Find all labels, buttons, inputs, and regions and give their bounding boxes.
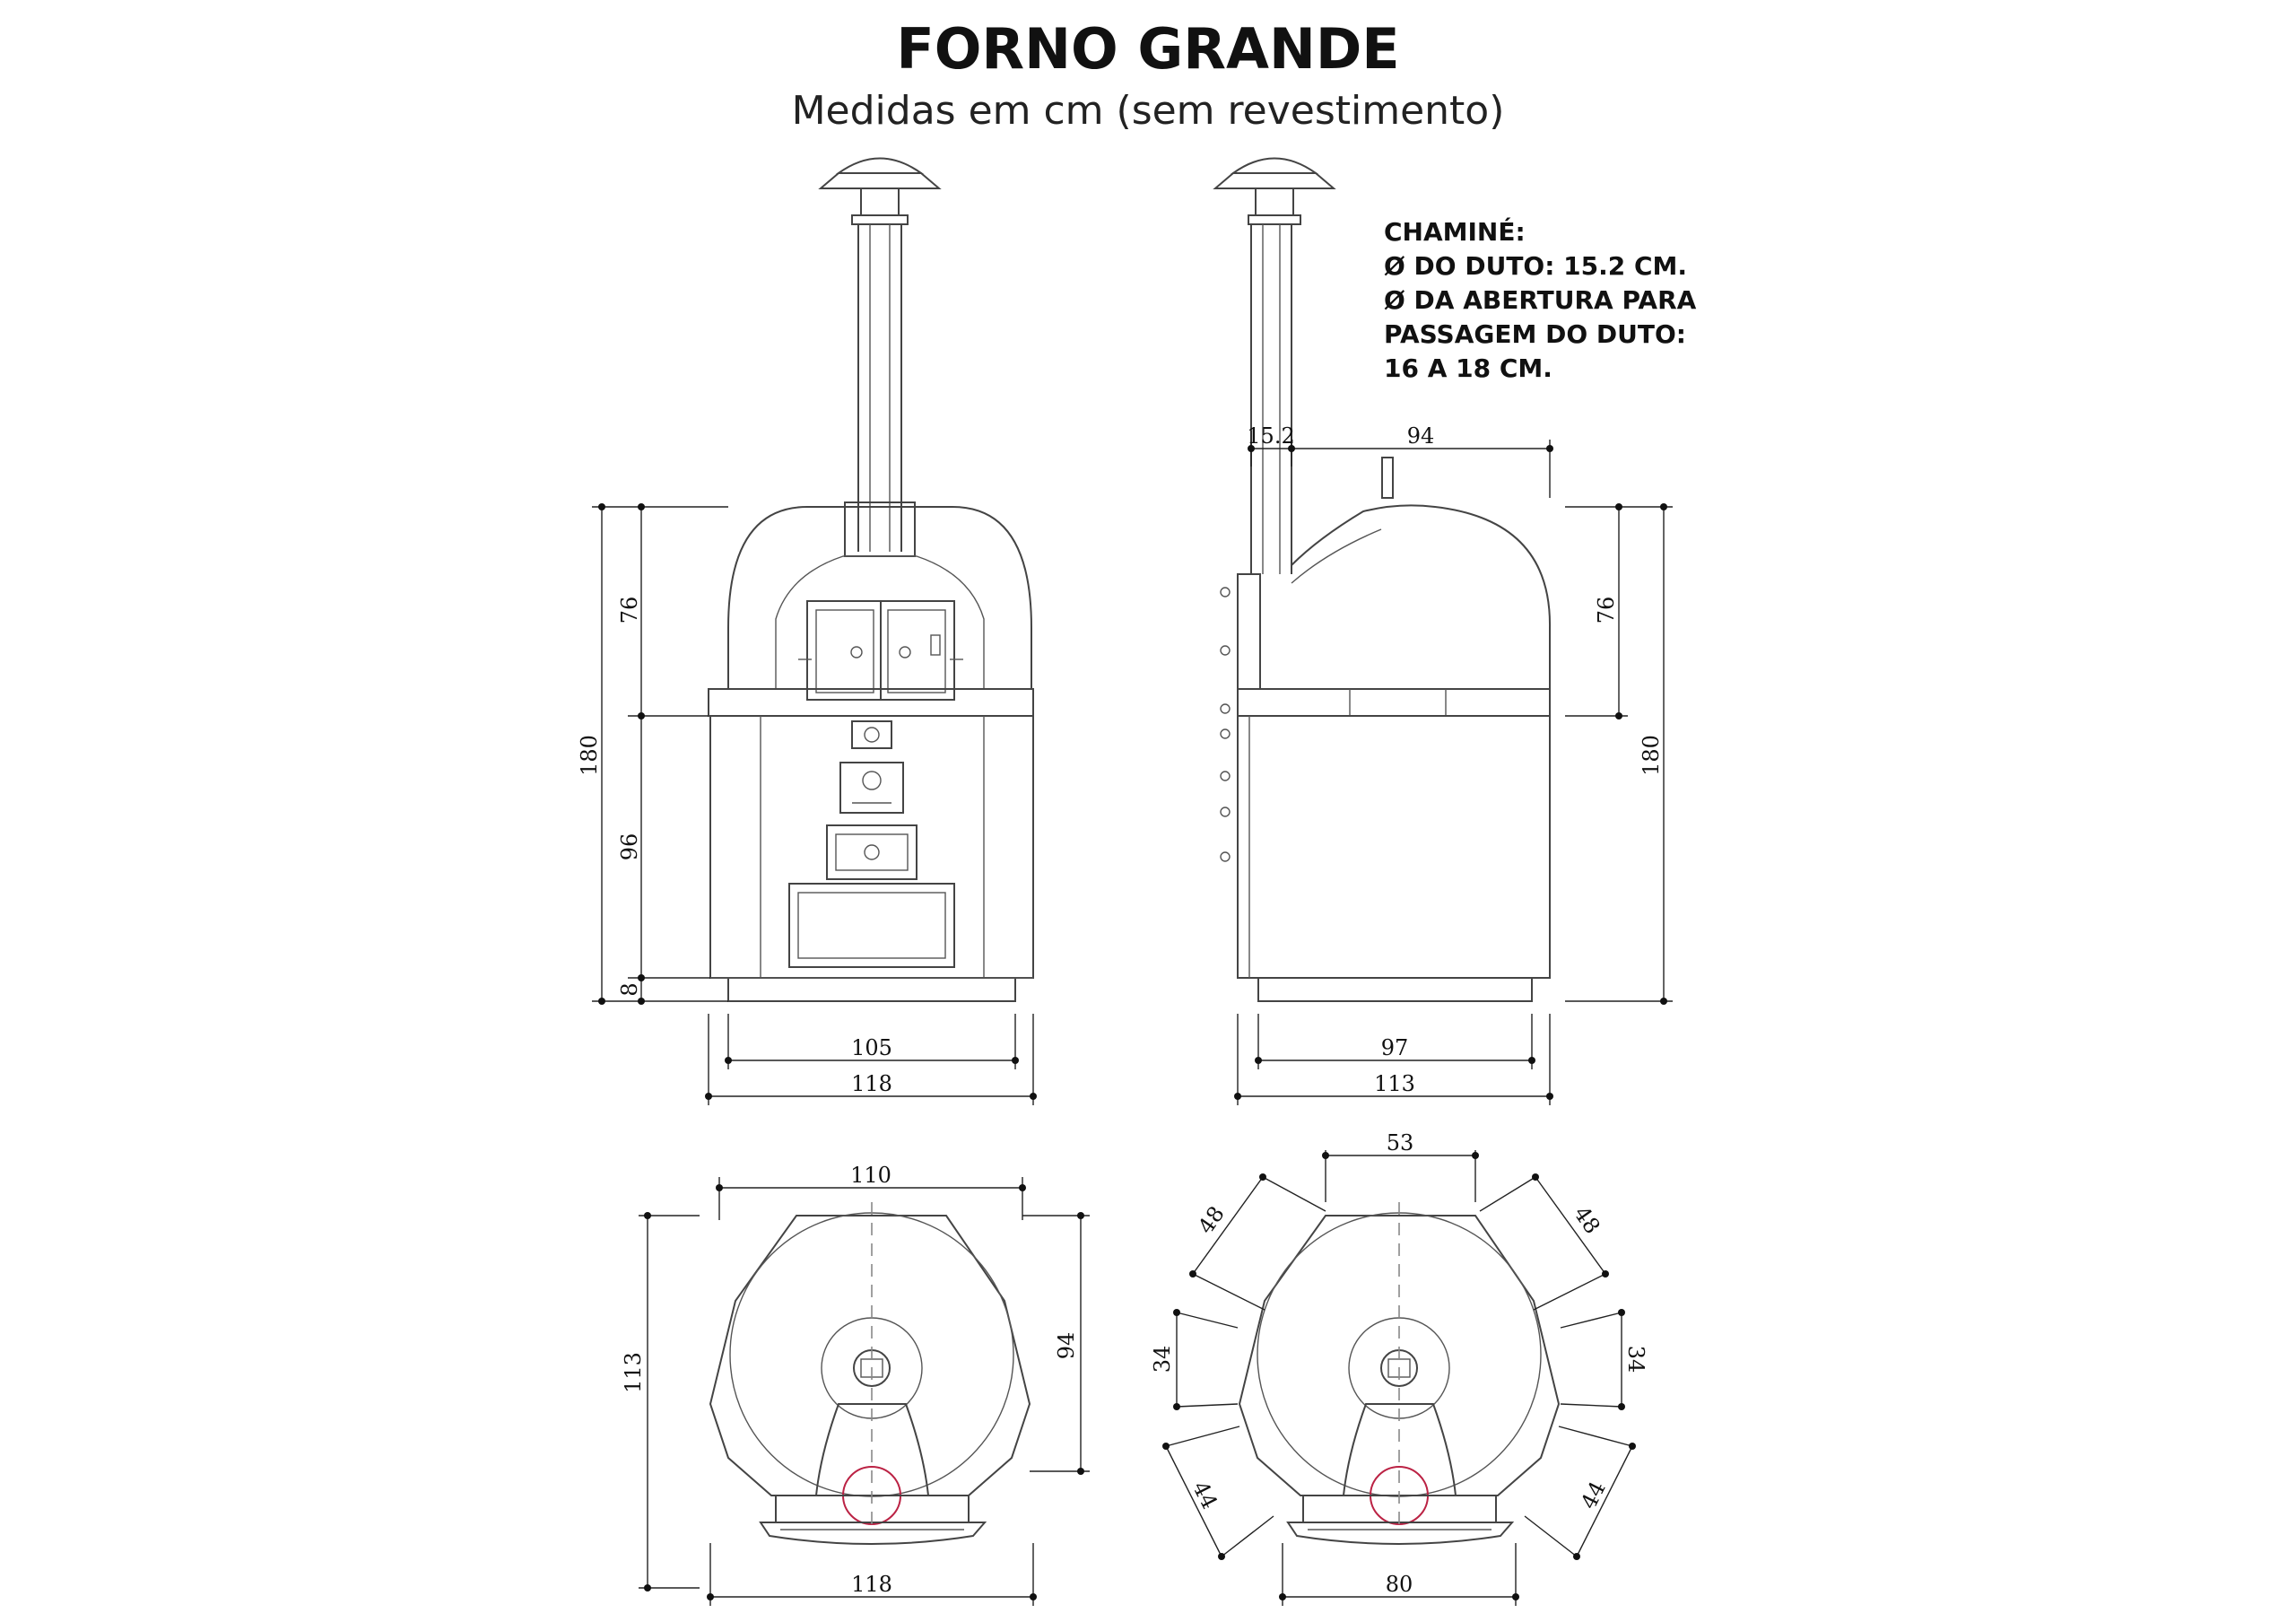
front-view (577, 159, 1037, 1106)
front-plinth (728, 978, 1015, 1001)
front-dim-plinth-width: 105 (851, 1035, 892, 1060)
top-right-dim-back-edge: 53 (1386, 1130, 1414, 1155)
front-oven-doors (798, 601, 963, 700)
front-dim-base-height: 96 (617, 833, 642, 861)
page-subtitle: Medidas em cm (sem revestimento) (791, 88, 1505, 134)
front-cabinet (710, 716, 1033, 978)
side-dome (1292, 505, 1550, 689)
chimney-note-line: PASSAGEM DO DUTO: (1384, 319, 1686, 349)
top-right-dim-mid-left: 34 (1150, 1345, 1175, 1373)
top-left-dim-bottom-width: 118 (851, 1572, 892, 1597)
chimney-note-line: 16 A 18 CM. (1384, 353, 1552, 383)
top-right-dim-upper-left: 48 (1193, 1201, 1230, 1239)
front-chimney (821, 159, 939, 557)
side-cabinet (1238, 716, 1550, 978)
side-dim-duct-diameter: 15.2 (1247, 423, 1295, 449)
top-view-right (1150, 1130, 1648, 1606)
side-plinth (1258, 978, 1532, 1001)
top-left-dim-side-depth: 94 (1054, 1331, 1079, 1360)
top-left-outline (710, 1216, 1030, 1496)
top-left-dim-top-width: 110 (850, 1163, 891, 1188)
side-dims-vertical (1565, 503, 1673, 1005)
front-dims-vertical (577, 503, 728, 1005)
side-top-handle (1382, 458, 1393, 498)
page-title: FORNO GRANDE (896, 16, 1400, 82)
top-right-dim-upper-right: 48 (1569, 1201, 1605, 1239)
front-dim-body-width: 118 (851, 1071, 892, 1096)
chimney-note-line: Ø DA ABERTURA PARA (1384, 285, 1697, 315)
chimney-note-line: CHAMINÉ: (1384, 217, 1526, 247)
top-right-dim-mid-right: 34 (1623, 1345, 1648, 1373)
side-view (1215, 159, 1673, 1106)
top-right-dim-front-width: 80 (1385, 1572, 1413, 1597)
side-counter (1238, 689, 1550, 716)
top-left-dims (621, 1163, 1090, 1606)
side-knobs (1221, 588, 1230, 861)
side-dim-top-depth: 94 (1406, 423, 1435, 449)
top-right-dim-lower-right: 44 (1576, 1477, 1611, 1513)
front-dim-dome-height: 76 (617, 596, 642, 624)
chimney-note-line: Ø DO DUTO: 15.2 CM. (1384, 251, 1688, 281)
top-right-dim-lower-left: 44 (1187, 1477, 1222, 1513)
front-dims-horizontal (705, 1014, 1037, 1105)
front-dim-plinth-height: 8 (617, 982, 642, 997)
side-chimney (1215, 159, 1334, 575)
side-dim-dome-height: 76 (1594, 596, 1619, 624)
front-dim-total-height: 180 (577, 735, 602, 776)
side-dim-plinth-width: 97 (1380, 1035, 1409, 1060)
side-dim-total-height: 180 (1639, 735, 1664, 776)
top-view-left (621, 1163, 1090, 1606)
side-dims-top (1247, 423, 1553, 498)
top-left-dim-depth: 113 (621, 1352, 646, 1393)
side-dims-horizontal (1234, 1014, 1553, 1105)
side-dim-body-width: 113 (1374, 1071, 1415, 1096)
